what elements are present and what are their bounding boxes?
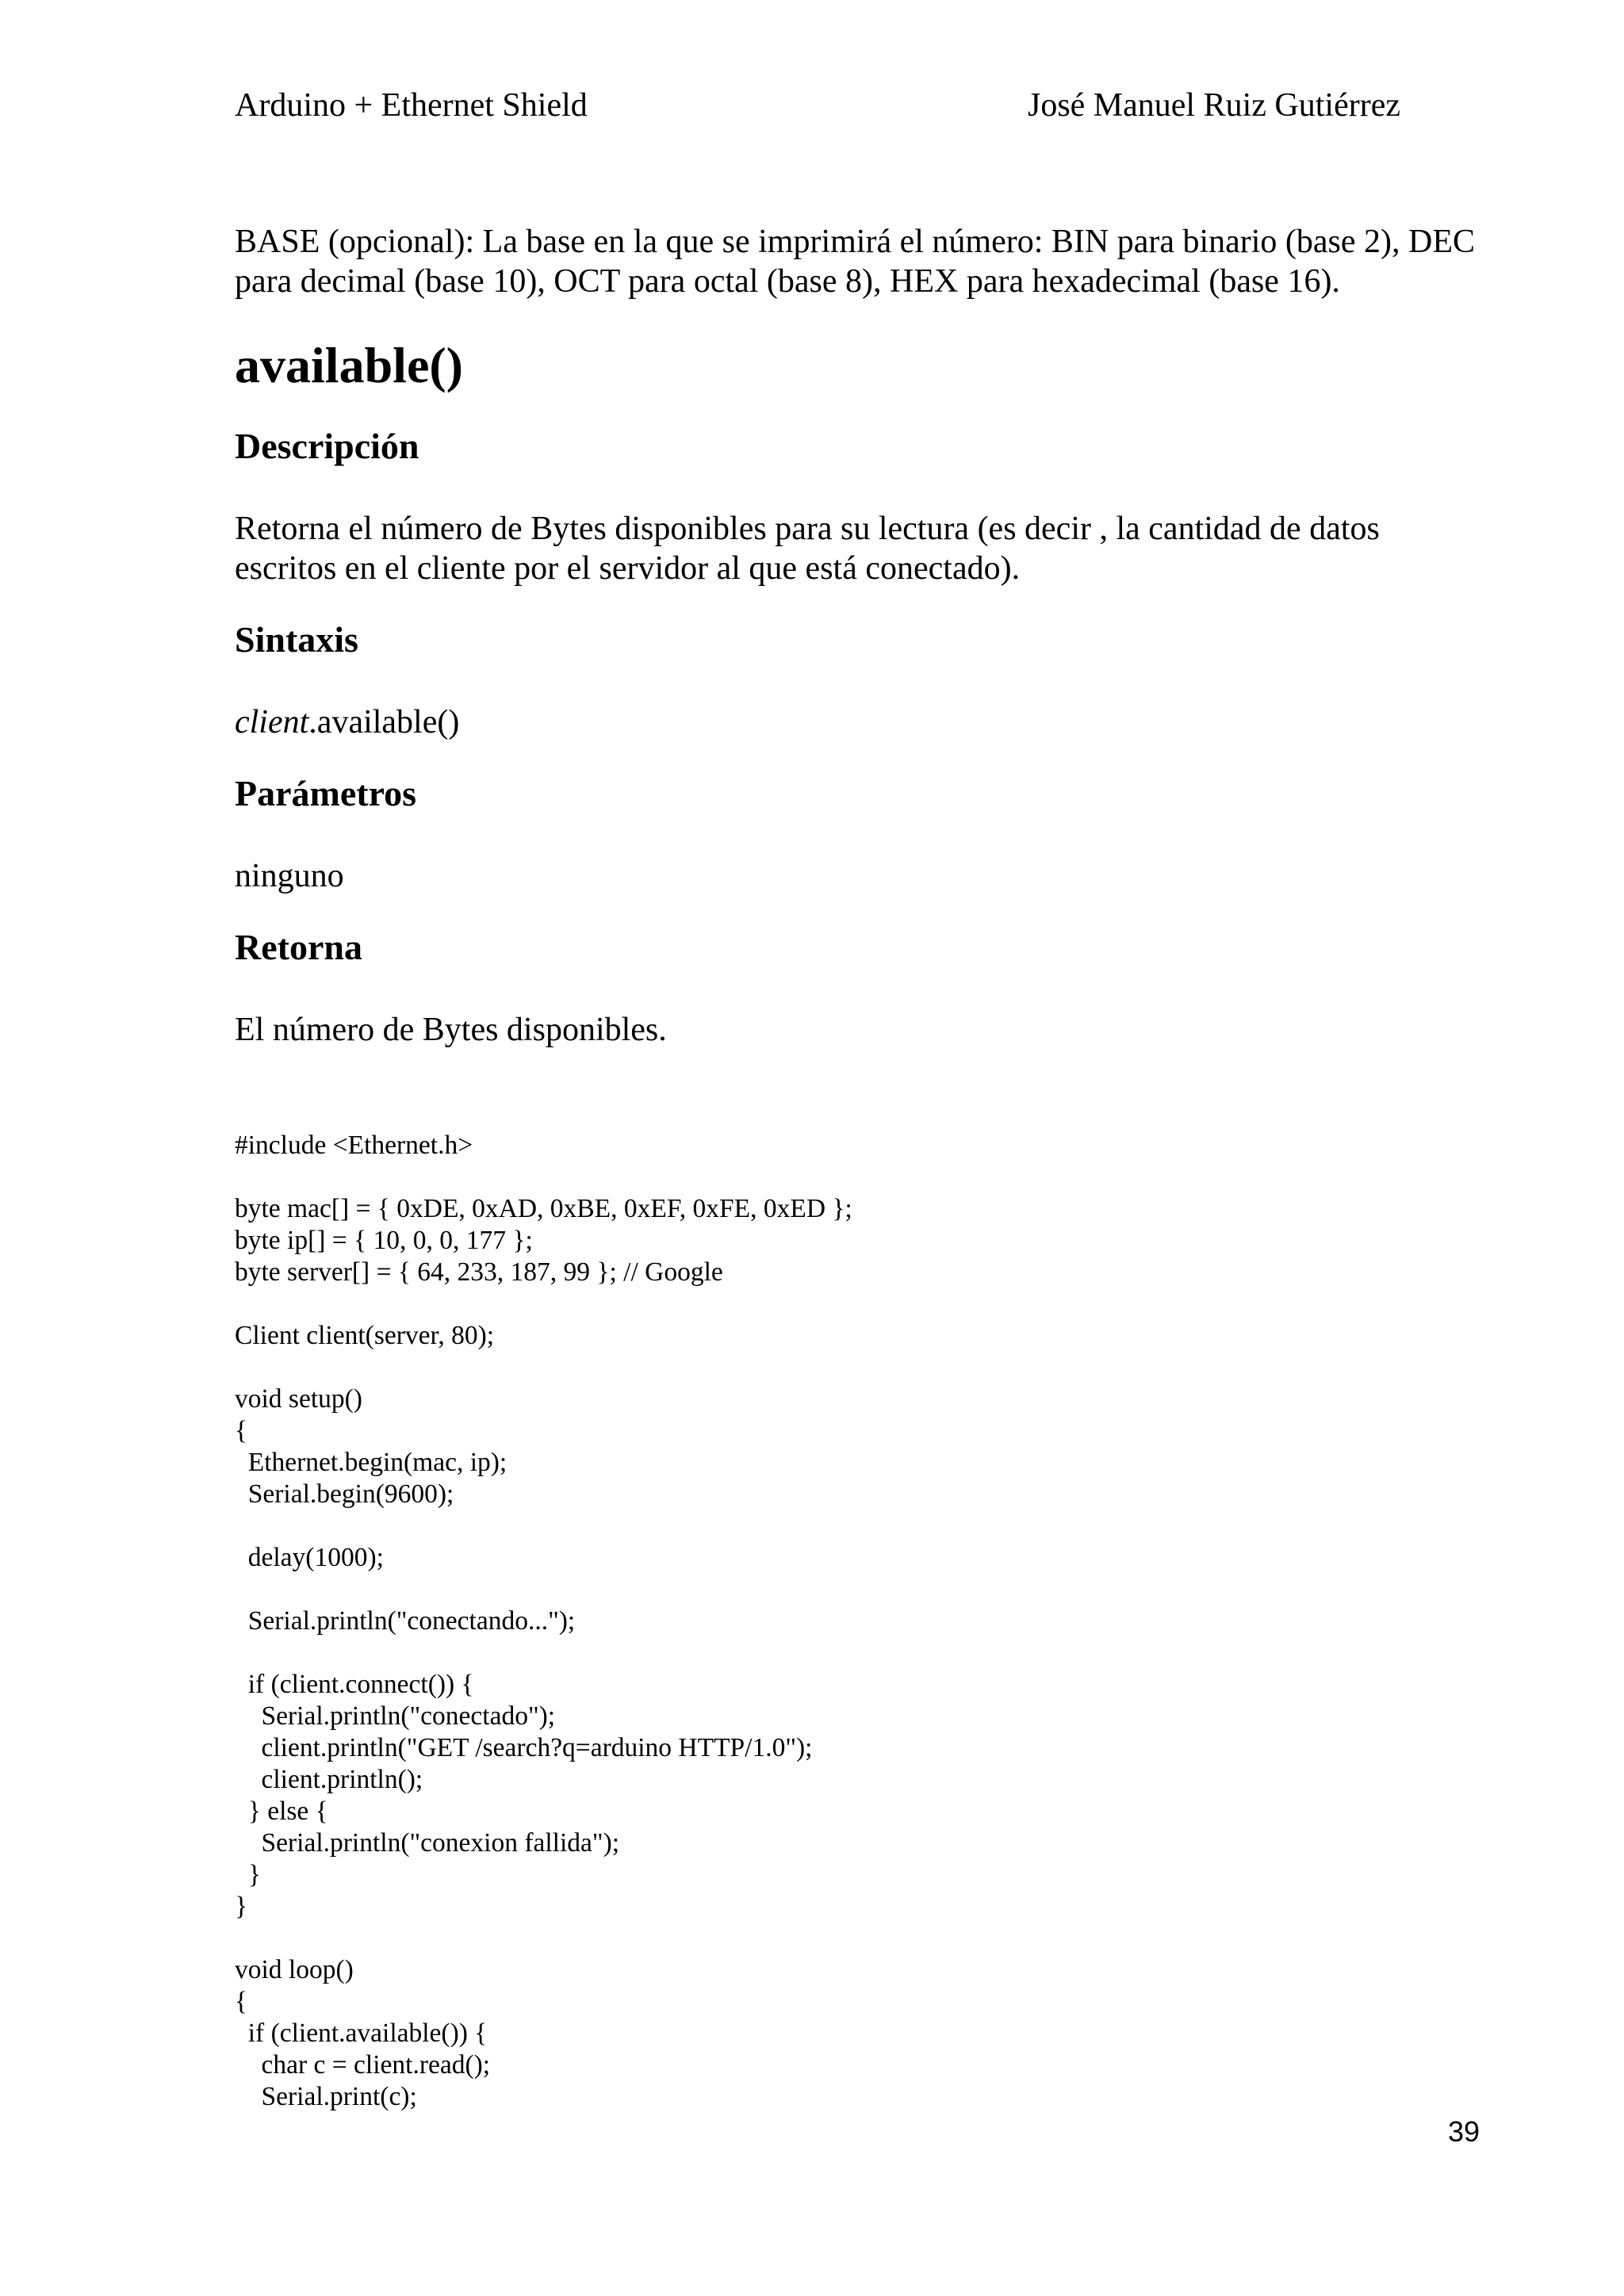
code-line: if (client.available()) { xyxy=(235,2019,488,2048)
code-line: Client client(server, 80); xyxy=(235,1321,495,1350)
code-line xyxy=(235,1161,852,1193)
code-line: delay(1000); xyxy=(235,1543,384,1572)
code-line: } else { xyxy=(235,1797,328,1826)
code-line: byte server[] = { 64, 233, 187, 99 }; // Google xyxy=(235,1257,723,1287)
code-line: client.println("GET /search?q=arduino HTTP/1.0"); xyxy=(235,1733,813,1762)
code-line xyxy=(235,1637,852,1669)
code-line: Serial.println("conexion fallida"); xyxy=(235,1828,620,1858)
descripcion-heading: Descripción xyxy=(235,426,419,466)
retorna-heading: Retorna xyxy=(235,927,362,967)
code-line: byte mac[] = { 0xDE, 0xAD, 0xBE, 0xEF, 0xFE, 0xED }; xyxy=(235,1194,852,1223)
code-line: Serial.println("conectando..."); xyxy=(235,1606,576,1636)
code-line: byte ip[] = { 10, 0, 0, 177 }; xyxy=(235,1226,533,1255)
header-book-title: Arduino + Ethernet Shield xyxy=(235,87,588,124)
code-line: Ethernet.begin(mac, ip); xyxy=(235,1448,508,1477)
code-line: #include <Ethernet.h> xyxy=(235,1131,473,1160)
sintaxis-text xyxy=(235,702,1488,742)
code-line: void setup() xyxy=(235,1384,362,1414)
code-line xyxy=(235,1288,852,1320)
page-content xyxy=(235,222,1488,1050)
code-line: { xyxy=(235,1987,248,2016)
code-line: } xyxy=(235,1892,248,1921)
sintaxis-method: .available() xyxy=(308,704,460,740)
code-line: { xyxy=(235,1416,248,1445)
code-line: void loop() xyxy=(235,1955,354,1984)
retorna-text: El número de Bytes disponibles. xyxy=(235,1012,667,1048)
code-line: Serial.print(c); xyxy=(235,2082,417,2111)
code-example xyxy=(235,1130,852,2113)
parametros-heading: Parámetros xyxy=(235,773,417,813)
code-line: } xyxy=(235,1860,261,1889)
code-line: Serial.begin(9600); xyxy=(235,1479,454,1509)
parametros-text: ninguno xyxy=(235,858,344,894)
intro-paragraph: BASE (opcional): La base en la que se imprimirá el número: BIN para binario (base 2), DEC para decimal (base 10), OCT para octal (base 8), HEX para hexadecimal (base 16). xyxy=(235,224,1476,300)
code-line: Serial.println("conectado"); xyxy=(235,1701,556,1731)
code-line xyxy=(235,1510,852,1542)
descripcion-text: Retorna el número de Bytes disponibles para su lectura (es decir , la cantidad de datos escritos en el cliente por el servidor al que está conectado). xyxy=(235,511,1380,587)
code-line xyxy=(235,1923,852,1954)
code-line: client.println(); xyxy=(235,1765,423,1794)
header-author: José Manuel Ruiz Gutiérrez xyxy=(1027,87,1400,124)
code-line xyxy=(235,1574,852,1605)
page-title: available() xyxy=(235,337,463,393)
code-line xyxy=(235,1352,852,1383)
page-number: 39 xyxy=(1447,2115,1480,2148)
code-line: if (client.connect()) { xyxy=(235,1670,474,1699)
code-line: char c = client.read(); xyxy=(235,2050,491,2080)
sintaxis-object: client xyxy=(235,704,309,740)
sintaxis-heading: Sintaxis xyxy=(235,619,358,660)
